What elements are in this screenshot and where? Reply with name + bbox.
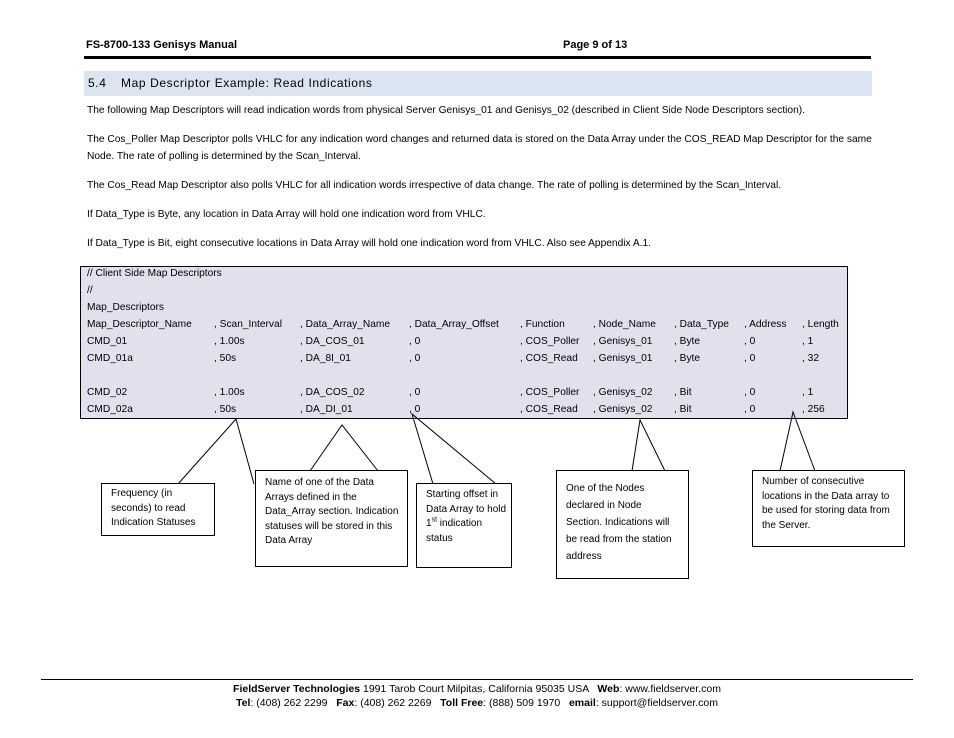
paragraph-intro: The following Map Descriptors will read indication words from physical Server Genisys_01 and Genisys_02 (described in Client Side Node Descriptors section). bbox=[87, 105, 805, 116]
leader-scan-interval bbox=[178, 419, 254, 484]
footer-fax-label: Fax bbox=[336, 697, 355, 709]
paragraph-byte: If Data_Type is Byte, any location in Data Array will hold one indication word from VHLC. bbox=[87, 209, 486, 220]
code-cell: CMD_01a bbox=[87, 353, 133, 364]
code-column-header: , Data_Array_Offset bbox=[409, 319, 499, 330]
code-cell: , DA_COS_02 bbox=[300, 387, 365, 398]
code-comment: // Client Side Map Descriptors bbox=[87, 268, 222, 279]
code-cell: , COS_Read bbox=[520, 404, 578, 415]
code-column-header: , Data_Type bbox=[674, 319, 729, 330]
footer-company: FieldServer Technologies bbox=[233, 683, 361, 695]
manual-title: FS-8700-133 Genisys Manual bbox=[86, 39, 238, 51]
paragraph-bit: If Data_Type is Bit, eight consecutive locations in Data Array will hold one indication word from VHLC. Also see Appendix A.1. bbox=[87, 238, 652, 249]
page-number: Page 9 of 13 bbox=[563, 39, 628, 51]
code-cell: , Genisys_01 bbox=[593, 353, 653, 364]
callout-offset-text: Starting offset in Data Array to hold 1 bbox=[426, 489, 507, 530]
paragraph-cos-read: The Cos_Read Map Descriptor also polls VHLC for all indication words irrespective of data change. The rate of polling is determined by the Scan_Interval. bbox=[87, 180, 782, 191]
code-cell: , 32 bbox=[802, 353, 819, 364]
code-cell: , 1 bbox=[802, 387, 814, 398]
code-cell: , COS_Poller bbox=[520, 387, 580, 398]
footer-web-label: Web bbox=[597, 683, 620, 695]
code-cell: CMD_01 bbox=[87, 336, 128, 347]
callout-scan-interval: Frequency (in seconds) to read Indication Statuses bbox=[101, 483, 215, 536]
code-cell: CMD_02a bbox=[87, 404, 133, 415]
code-column-header: , Function bbox=[520, 319, 565, 330]
leader-data-array-name bbox=[310, 425, 378, 471]
code-section-name: Map_Descriptors bbox=[87, 302, 164, 313]
code-cell: , DA_DI_01 bbox=[300, 404, 353, 415]
footer-fax-value: : (408) 262 2269 bbox=[354, 697, 441, 709]
callout-node-name: One of the Nodes declared in Node Section. Indications will be read from the station address bbox=[556, 470, 689, 579]
code-cell: , 50s bbox=[214, 404, 237, 415]
paragraph-cos-poller: The Cos_Poller Map Descriptor polls VHLC for any indication word changes and returned data is stored on the Data Array under the COS_READ Map Descriptor for the same Node. The rate of polling is determined by the Scan_Interval. bbox=[87, 134, 872, 162]
section-title: Map Descriptor Example: Read Indications bbox=[121, 76, 373, 90]
footer-tollfree-label: Toll Free bbox=[440, 697, 484, 709]
callout-length: Number of consecutive locations in the Data array to be used for storing data from the Server. bbox=[752, 470, 905, 547]
code-cell: , 0 bbox=[409, 387, 421, 398]
footer-tel-label: Tel bbox=[236, 697, 251, 709]
code-column-header: , Node_Name bbox=[593, 319, 656, 330]
code-cell: , Genisys_01 bbox=[593, 336, 653, 347]
code-cell: , DA_8I_01 bbox=[300, 353, 351, 364]
code-cell: , Bit bbox=[674, 404, 692, 415]
code-cell: , COS_Read bbox=[520, 353, 578, 364]
code-cell: , 0 bbox=[744, 387, 756, 398]
callout-offset bbox=[416, 483, 512, 568]
code-cell: , 0 bbox=[409, 336, 421, 347]
footer-web-link[interactable]: : www.fieldserver.com bbox=[619, 683, 721, 695]
callout-offset-superscript: st bbox=[431, 516, 438, 524]
code-cell: , 0 bbox=[409, 404, 421, 415]
code-cell: , 1.00s bbox=[214, 336, 245, 347]
code-cell: , 0 bbox=[409, 353, 421, 364]
footer-address-line bbox=[0, 683, 954, 695]
code-comment: // bbox=[87, 285, 93, 296]
code-cell: , COS_Poller bbox=[520, 336, 580, 347]
code-cell: , Genisys_02 bbox=[593, 387, 653, 398]
callout-data-array-name: Name of one of the Data Arrays defined in the Data_Array section. Indication statuses will be stored in this Data Array bbox=[255, 470, 408, 567]
footer-email-link[interactable]: : support@fieldserver.com bbox=[595, 697, 718, 709]
footer-email-label: email bbox=[568, 697, 596, 709]
leader-length bbox=[780, 412, 815, 471]
footer-tollfree-value: : (888) 509 1970 bbox=[483, 697, 569, 709]
code-cell: , 1 bbox=[802, 336, 814, 347]
code-column-header: , Data_Array_Name bbox=[300, 319, 391, 330]
code-cell: , 256 bbox=[802, 404, 825, 415]
footer-tel-value: : (408) 262 2299 bbox=[250, 697, 337, 709]
code-cell: , DA_COS_01 bbox=[300, 336, 365, 347]
code-column-header: , Address bbox=[744, 319, 787, 330]
code-cell: , Bit bbox=[674, 387, 692, 398]
code-column-header: , Scan_Interval bbox=[214, 319, 282, 330]
section-number: 5.4 bbox=[88, 76, 107, 90]
footer-contact-line bbox=[0, 697, 954, 709]
footer-rule bbox=[41, 679, 913, 680]
code-cell: , 0 bbox=[744, 404, 756, 415]
code-cell: , 0 bbox=[744, 353, 756, 364]
code-cell: , Byte bbox=[674, 336, 701, 347]
code-cell: CMD_02 bbox=[87, 387, 128, 398]
code-cell: , Byte bbox=[674, 353, 701, 364]
code-cell: , 0 bbox=[744, 336, 756, 347]
code-cell: , Genisys_02 bbox=[593, 404, 653, 415]
callout-offset-text-end: indication status bbox=[426, 518, 483, 544]
footer-address: 1991 Tarob Court Milpitas, California 95035 USA bbox=[360, 683, 598, 695]
code-column-header: Map_Descriptor_Name bbox=[87, 319, 192, 330]
code-cell: , 1.00s bbox=[214, 387, 245, 398]
leader-node-name bbox=[632, 420, 665, 471]
code-column-header: , Length bbox=[802, 319, 839, 330]
leader-offset bbox=[412, 414, 496, 484]
code-cell: , 50s bbox=[214, 353, 237, 364]
